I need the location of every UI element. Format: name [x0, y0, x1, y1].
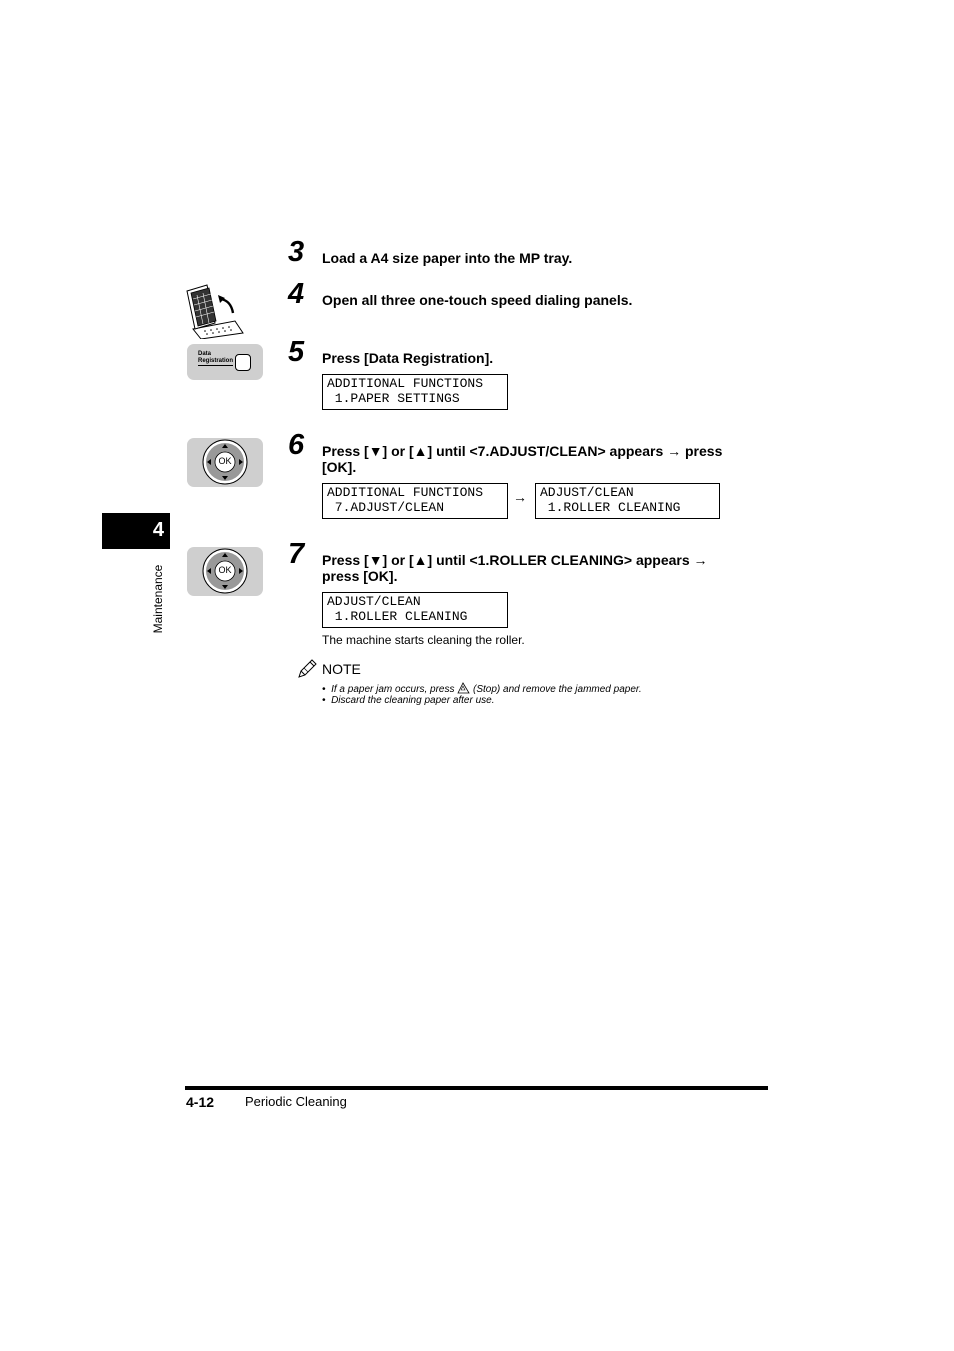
step-6-number: 6: [288, 429, 305, 461]
step-3-text: Load a A4 size paper into the MP tray.: [322, 250, 573, 266]
step-7-text: Press [▼] or [▲] until <1.ROLLER CLEANING> appears → press [OK].: [322, 552, 708, 584]
footer-section-title: Periodic Cleaning: [245, 1094, 347, 1109]
chapter-side-label: Maintenance: [151, 564, 165, 634]
data-registration-button[interactable]: [235, 354, 251, 371]
lcd-display-step6-after: ADJUST/CLEAN 1.ROLLER CLEANING: [535, 483, 720, 519]
lcd-display-step6-before: ADDITIONAL FUNCTIONS 7.ADJUST/CLEAN: [322, 483, 508, 519]
ok-key-panel-step6: [187, 438, 263, 487]
one-touch-panel-illustration: [185, 283, 247, 339]
data-registration-key-panel: [187, 344, 263, 380]
step-7-number: 7: [288, 538, 305, 570]
panel-open-icon: [185, 283, 247, 339]
step-5-text: Press [Data Registration].: [322, 350, 494, 366]
footer-page-number: 4-12: [186, 1094, 215, 1110]
note-item-1: • If a paper jam occurs, press (Stop) and remove the jammed paper.: [322, 684, 642, 695]
data-registration-key-label: Data Registration: [198, 351, 234, 364]
note-item-2: • Discard the cleaning paper after use.: [322, 695, 495, 706]
lcd-display-step5: ADDITIONAL FUNCTIONS 1.PAPER SETTINGS: [322, 374, 508, 410]
ok-key-panel-step7: [187, 547, 263, 596]
footer-rule: [185, 1086, 768, 1090]
chapter-tab: 4: [102, 513, 170, 549]
step-4-text: Open all three one-touch speed dialing panels.: [322, 292, 633, 308]
ok-button-label: OK: [218, 456, 232, 466]
step-5-number: 5: [288, 336, 305, 368]
lcd-display-step7: ADJUST/CLEAN 1.ROLLER CLEANING: [322, 592, 508, 628]
result-text: The machine starts cleaning the roller.: [322, 633, 525, 647]
step-3-number: 3: [288, 236, 305, 268]
stop-key-icon: [457, 682, 470, 694]
right-arrow-icon: →: [513, 489, 527, 505]
note-pencil-icon: [296, 658, 318, 680]
step-6-text: Press [▼] or [▲] until <7.ADJUST/CLEAN> appears → press [OK].: [322, 443, 723, 475]
ok-button-label: OK: [218, 565, 232, 575]
step-4-number: 4: [288, 278, 305, 310]
note-title: NOTE: [322, 661, 361, 677]
